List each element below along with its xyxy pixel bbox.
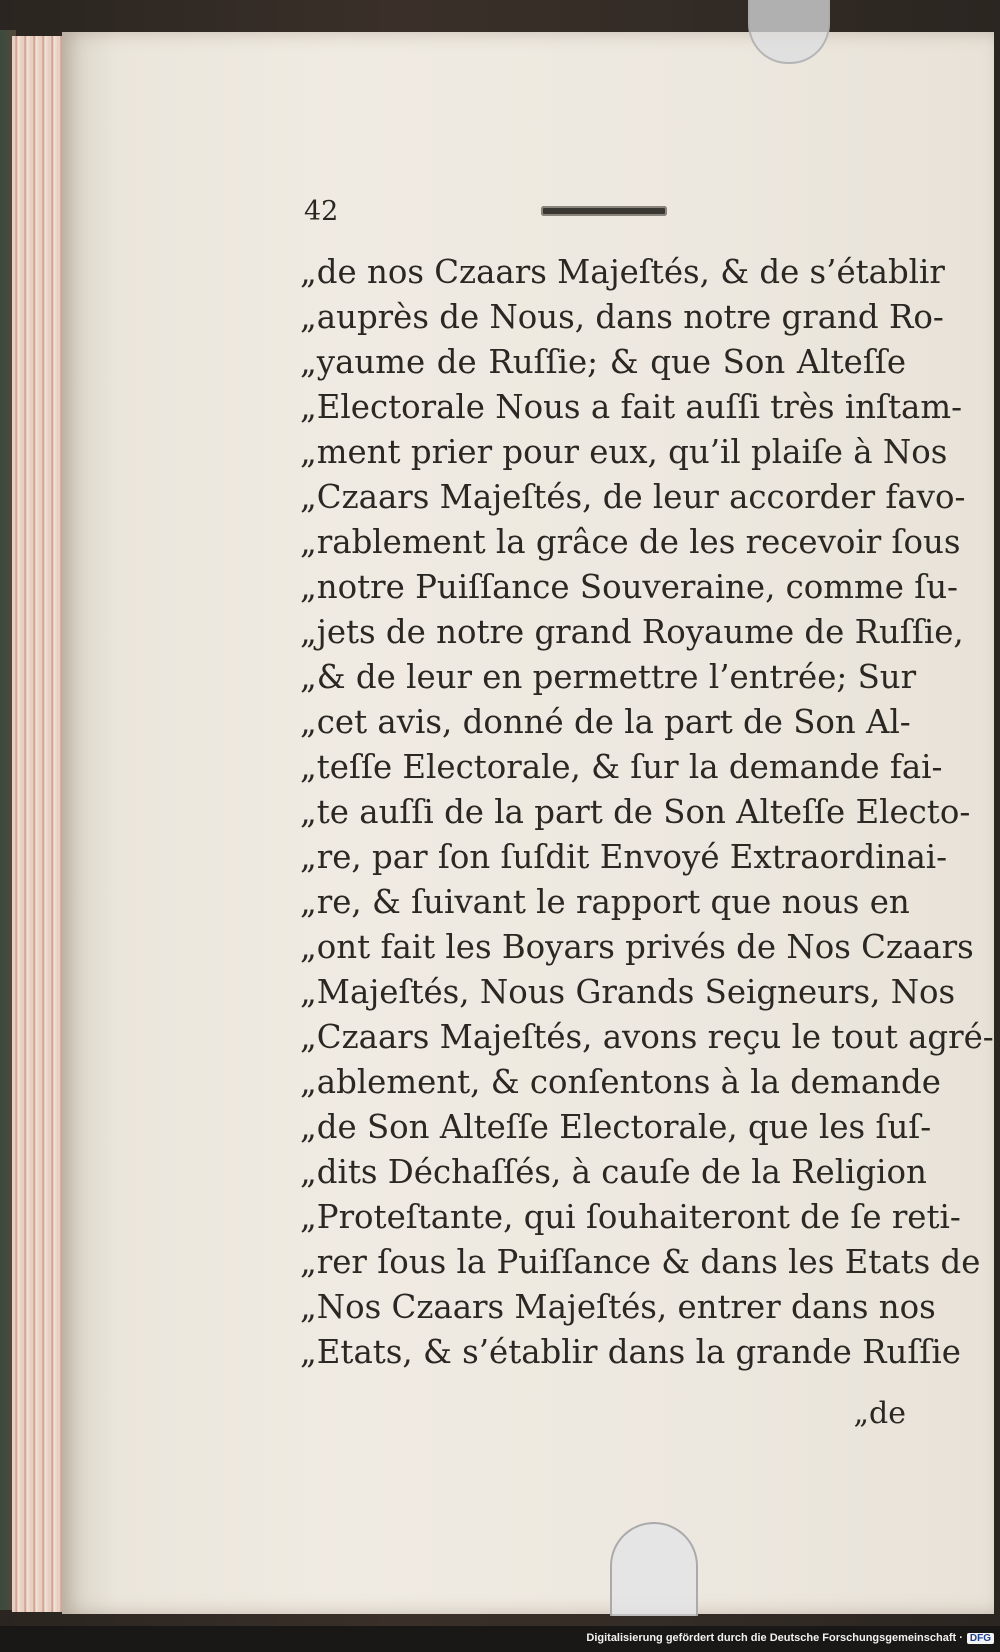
- text-line: „ont fait les Boyars privés de Nos Czaars: [300, 928, 974, 966]
- text-line: „de Son Alteſſe Electorale, que les ſuſ-: [300, 1108, 932, 1146]
- text-line: „cet avis, donné de la part de Son Al-: [300, 703, 911, 741]
- catchword: „de: [853, 1396, 906, 1431]
- text-line: „Proteſtante, qui ſouhaiteront de ſe reti-: [300, 1198, 961, 1236]
- text-line: „rer ſous la Puiſſance & dans les Etats de: [300, 1243, 981, 1281]
- text-line: „rablement la grâce de les recevoir ſous: [300, 523, 961, 561]
- ornamental-rule: [541, 206, 667, 216]
- text-line: „Electorale Nous a fait auſſi très inſtam-: [300, 388, 963, 426]
- text-line: „Majeſtés, Nous Grands Seigneurs, Nos: [300, 973, 956, 1011]
- text-line: „re, par ſon ſuſdit Envoyé Extraordinai-: [300, 838, 948, 876]
- text-line: „yaume de Ruſſie; & que Son Alteſſe: [300, 343, 906, 381]
- funding-credit-text: Digitalisierung gefördert durch die Deutsche Forschungsgemeinschaft ·: [586, 1632, 963, 1644]
- dfg-logo: DFG: [967, 1633, 994, 1644]
- text-block: [300, 250, 994, 1375]
- text-line: „auprès de Nous, dans notre grand Ro-: [300, 298, 944, 336]
- text-line: „de nos Czaars Majeſtés, & de s’établir: [300, 253, 945, 291]
- text-line: „ablement, & conſentons à la demande: [300, 1063, 941, 1101]
- text-line: „& de leur en permettre l’entrée; Sur: [300, 658, 917, 696]
- text-line: „Czaars Majeſtés, avons reçu le tout agré-: [300, 1018, 994, 1056]
- text-line: „Czaars Majeſtés, de leur accorder favo-: [300, 478, 966, 516]
- text-line: „Nos Czaars Majeſtés, entrer dans nos: [300, 1288, 936, 1326]
- text-line: „Etats, & s’établir dans la grande Ruſſie: [300, 1333, 961, 1371]
- text-line: „te auſſi de la part de Son Alteſſe Electo-: [300, 793, 971, 831]
- text-line: „teſſe Electorale, & ſur la demande fai-: [300, 748, 943, 786]
- text-line: „notre Puiſſance Souveraine, comme ſu-: [300, 568, 958, 606]
- text-line: „re, & ſuivant le rapport que nous en: [300, 883, 910, 921]
- funding-credit: [586, 1632, 994, 1644]
- text-line: „dits Déchaſſés, à cauſe de la Religion: [300, 1153, 927, 1191]
- page-number: 42: [304, 196, 339, 227]
- text-line: „ment prier pour eux, qu’il plaiſe à Nos: [300, 433, 948, 471]
- page-clip-bottom: [610, 1522, 698, 1616]
- text-line: „jets de notre grand Royaume de Ruſſie,: [300, 613, 964, 651]
